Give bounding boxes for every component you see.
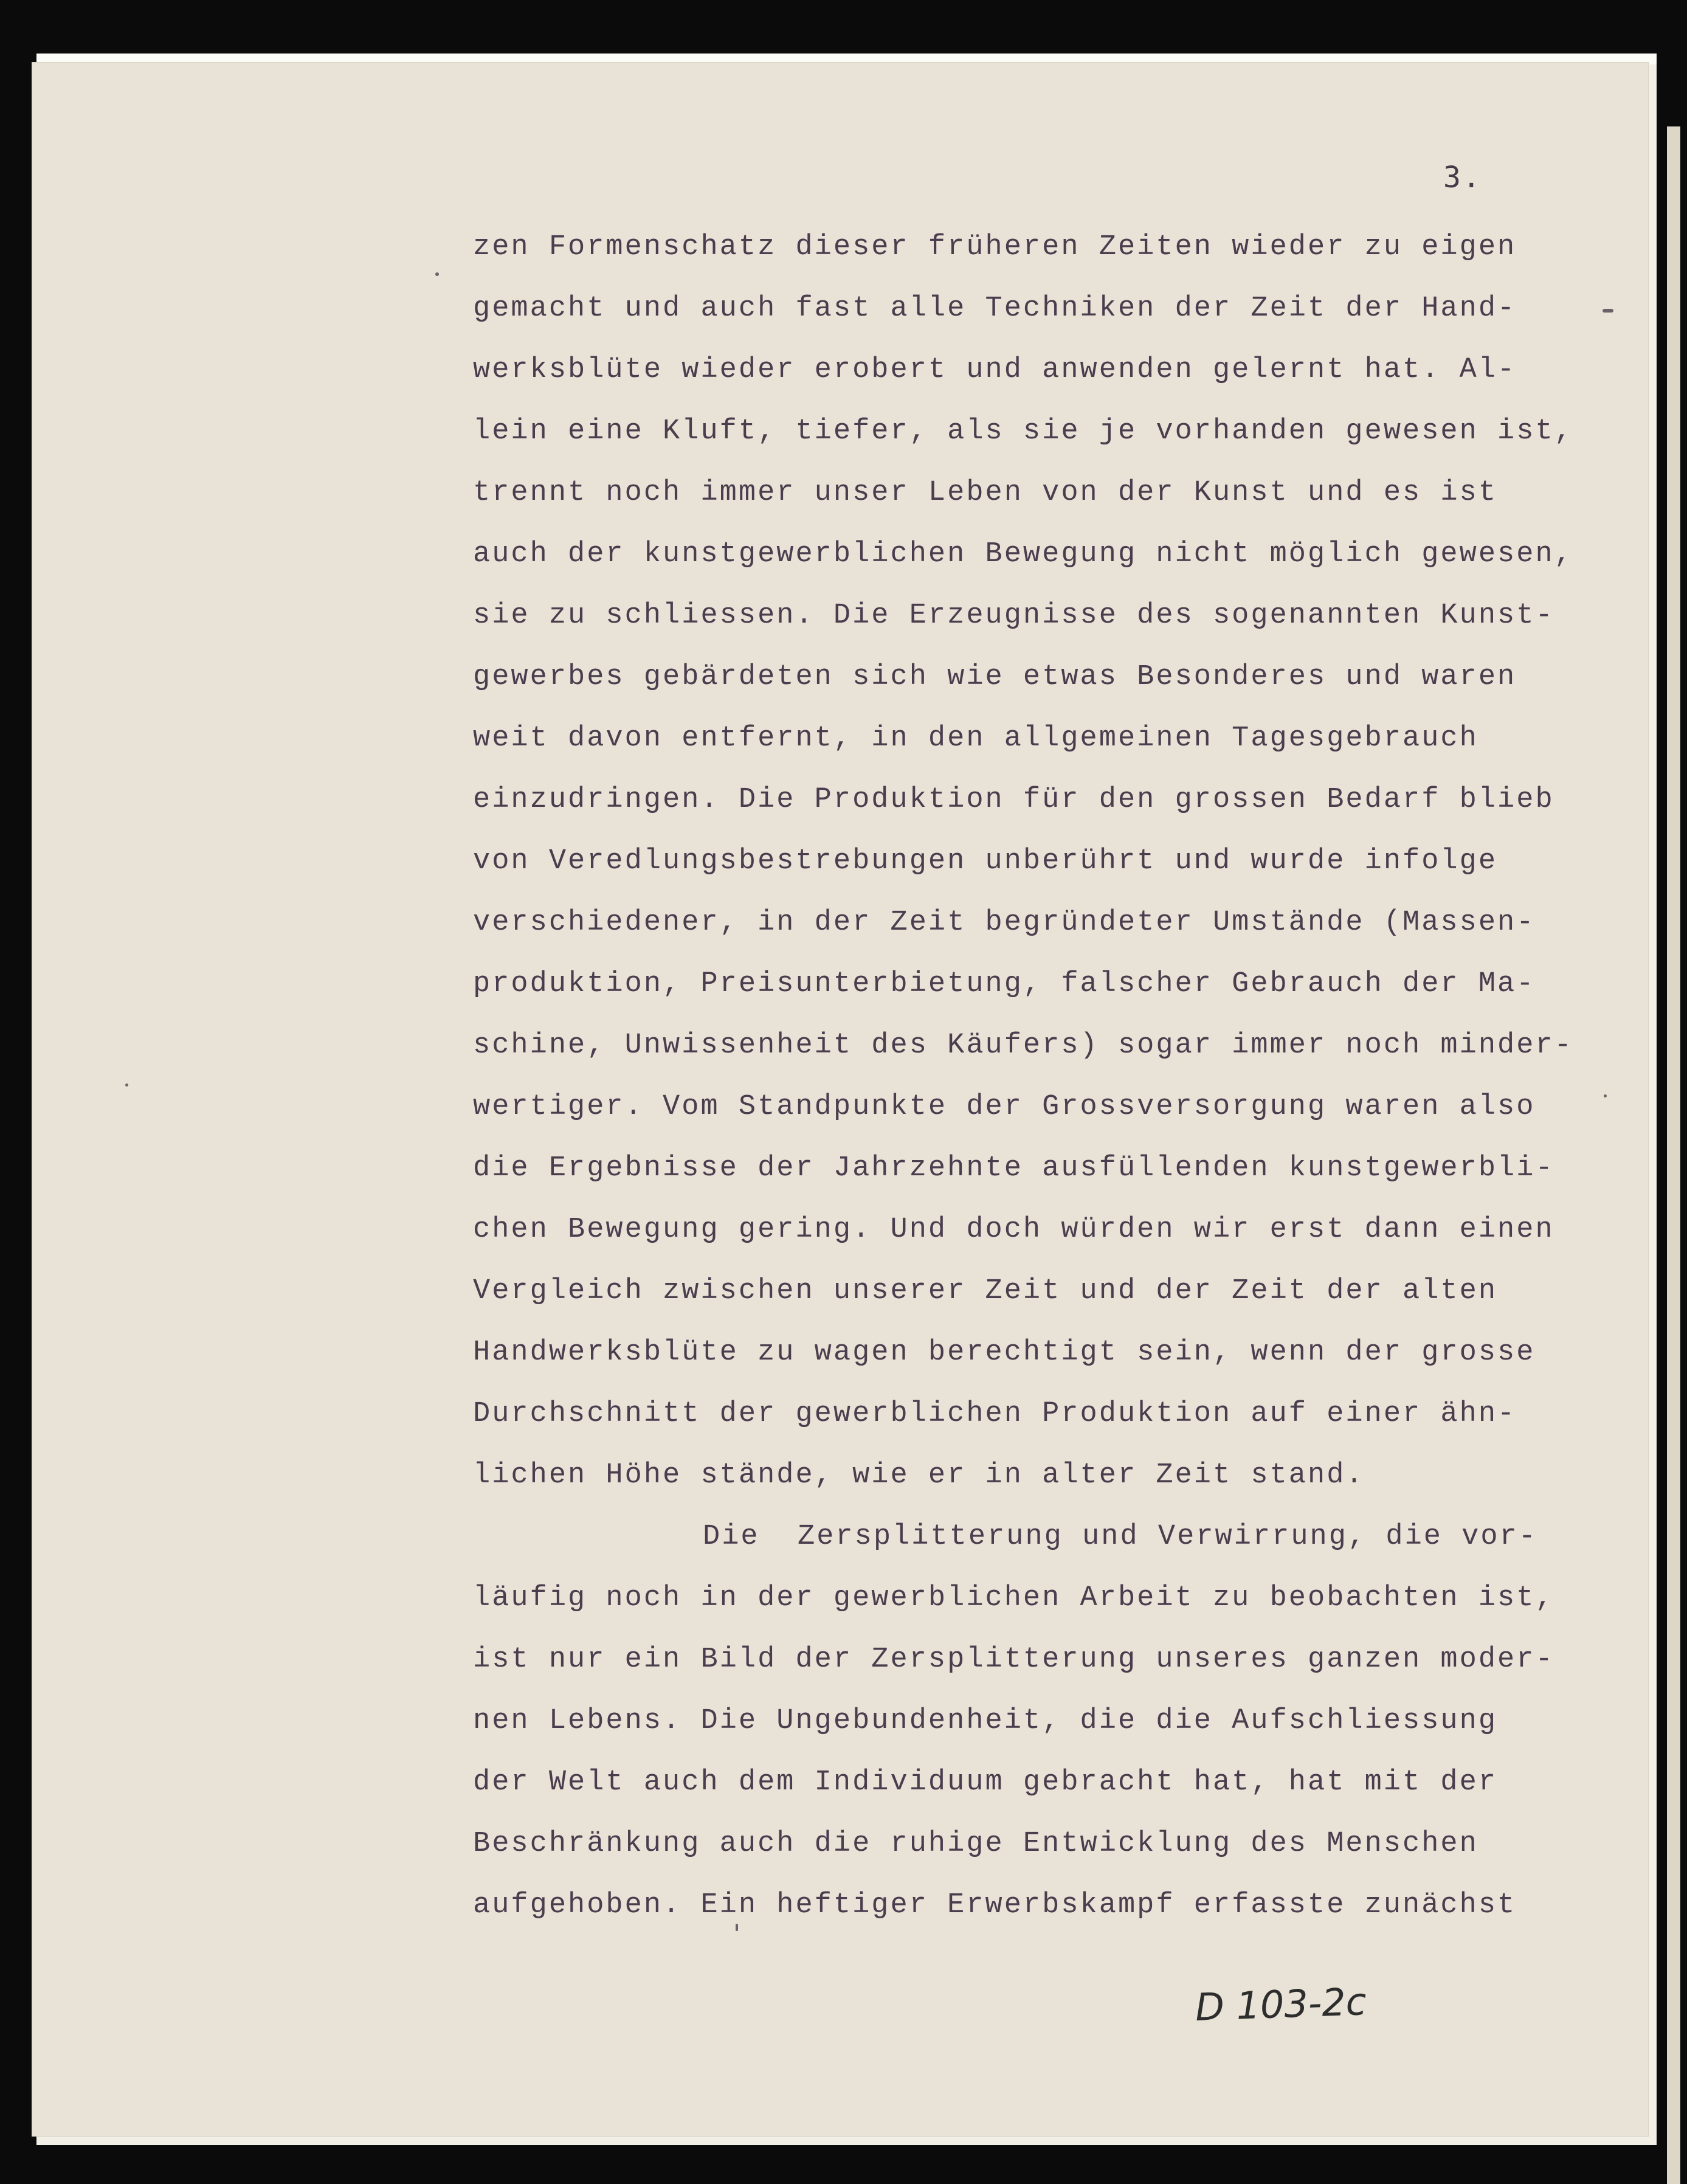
text-line: von Veredlungsbestrebungen unberührt und wurde infolge xyxy=(473,845,1498,877)
ink-speck xyxy=(1602,309,1613,313)
text-line: werksblüte wieder erobert und anwenden gelernt hat. Al- xyxy=(473,354,1517,386)
text-line: schine, Unwissenheit des Käufers) sogar immer noch minder- xyxy=(473,1029,1573,1062)
text-line: lichen Höhe stände, wie er in alter Zeit stand. xyxy=(473,1459,1365,1491)
text-line: einzudringen. Die Produktion für den grossen Bedarf blieb xyxy=(473,784,1554,816)
text-line: Vergleich zwischen unserer Zeit und der Zeit der alten xyxy=(473,1275,1498,1307)
text-line: ist nur ein Bild der Zersplitterung unseres ganzen moder- xyxy=(473,1643,1554,1676)
text-line: zen Formenschatz dieser früheren Zeiten wieder zu eigen xyxy=(473,231,1517,263)
text-line: gewerbes gebärdeten sich wie etwas Besonderes und waren xyxy=(473,661,1517,693)
ink-speck xyxy=(435,272,439,276)
text-line: sie zu schliessen. Die Erzeugnisse des sogenannten Kunst- xyxy=(473,600,1554,632)
text-line: trennt noch immer unser Leben von der Kunst und es ist xyxy=(473,477,1498,509)
text-line: Durchschnitt der gewerblichen Produktion auf einer ähn- xyxy=(473,1398,1517,1430)
text-line: gemacht und auch fast alle Techniken der Zeit der Hand- xyxy=(473,292,1517,325)
text-line: Beschränkung auch die ruhige Entwicklung des Menschen xyxy=(473,1828,1478,1860)
handwritten-archive-reference: D 103-2c xyxy=(1194,1979,1367,2030)
ink-speck xyxy=(125,1083,128,1087)
paragraph-start-line: Die Zersplitterung und Verwirrung, die vor- xyxy=(703,1521,1538,1553)
text-line: weit davon entfernt, in den allgemeinen Tagesgebrauch xyxy=(473,722,1478,755)
text-line: lein eine Kluft, tiefer, als sie je vorhanden gewesen ist, xyxy=(473,415,1573,448)
text-line: produktion, Preisunterbietung, falscher Gebrauch der Ma- xyxy=(473,968,1536,1000)
ink-speck xyxy=(736,1924,738,1931)
text-line: läufig noch in der gewerblichen Arbeit zu beobachten ist, xyxy=(473,1582,1554,1614)
body-text xyxy=(473,216,1628,1936)
text-line: aufgehoben. Ein heftiger Erwerbskampf erfasste zunächst xyxy=(473,1889,1517,1921)
text-line: auch der kunstgewerblichen Bewegung nicht möglich gewesen, xyxy=(473,538,1573,570)
text-line: chen Bewegung gering. Und doch würden wir erst dann einen xyxy=(473,1214,1554,1246)
text-line: verschiedener, in der Zeit begründeter Umstände (Massen- xyxy=(473,907,1536,939)
text-line: die Ergebnisse der Jahrzehnte ausfüllenden kunstgewerbli- xyxy=(473,1152,1554,1184)
text-line: Handwerksblüte zu wagen berechtigt sein, wenn der grosse xyxy=(473,1336,1536,1369)
ink-speck xyxy=(1604,1094,1607,1097)
text-line: der Welt auch dem Individuum gebracht hat, hat mit der xyxy=(473,1766,1498,1799)
text-line: wertiger. Vom Standpunkte der Grossversorgung waren also xyxy=(473,1091,1536,1123)
text-line: nen Lebens. Die Ungebundenheit, die die Aufschliessung xyxy=(473,1705,1498,1737)
page-edge xyxy=(1667,126,1680,2184)
page-number: 3. xyxy=(1443,161,1482,195)
